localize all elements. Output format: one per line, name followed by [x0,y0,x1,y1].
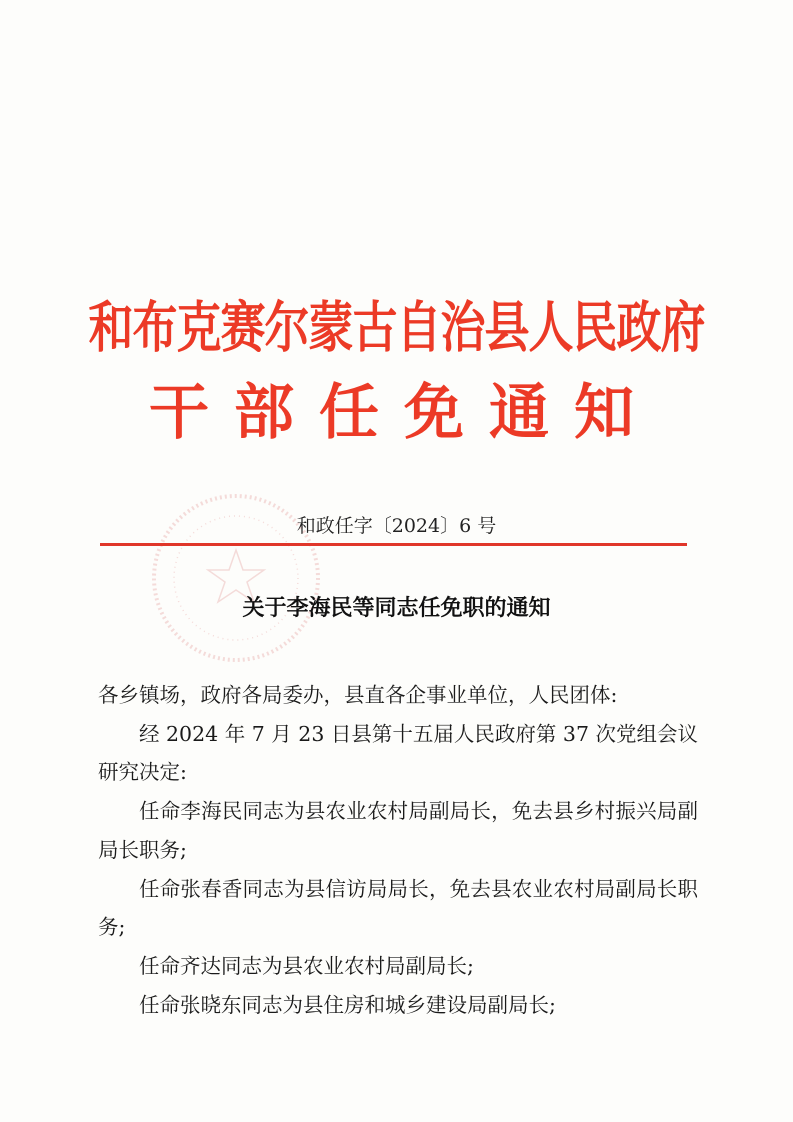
body-paragraph: 经 2024 年 7 月 23 日县第十五届人民政府第 37 次党组会议研究决定: [98,721,699,785]
body-paragraph: 任命李海民同志为县农业农村局副局长，免去县乡村振兴局副局长职务; [98,799,698,862]
notice-type-title: 干部任免通知 [149,378,659,448]
salutation: 各乡镇场，政府各局委办，县直各企事业单位，人民团体: [98,683,618,707]
document-body [98,676,698,1024]
issuing-authority-title: 和布克赛尔蒙古自治县人民政府 [88,295,705,360]
document-subject: 关于李海民等同志任免职的通知 [242,596,551,621]
red-divider-line [100,543,687,546]
body-paragraph: 任命齐达同志为县农业农村局副局长; [139,953,474,978]
body-paragraph: 任命张晓东同志为县住房和城乡建设局副局长; [139,992,556,1017]
body-paragraph: 任命张春香同志为县信访局局长，免去县农业农村局副局长职务; [98,876,698,940]
document-number: 和政任字〔2024〕6 号 [296,515,497,537]
